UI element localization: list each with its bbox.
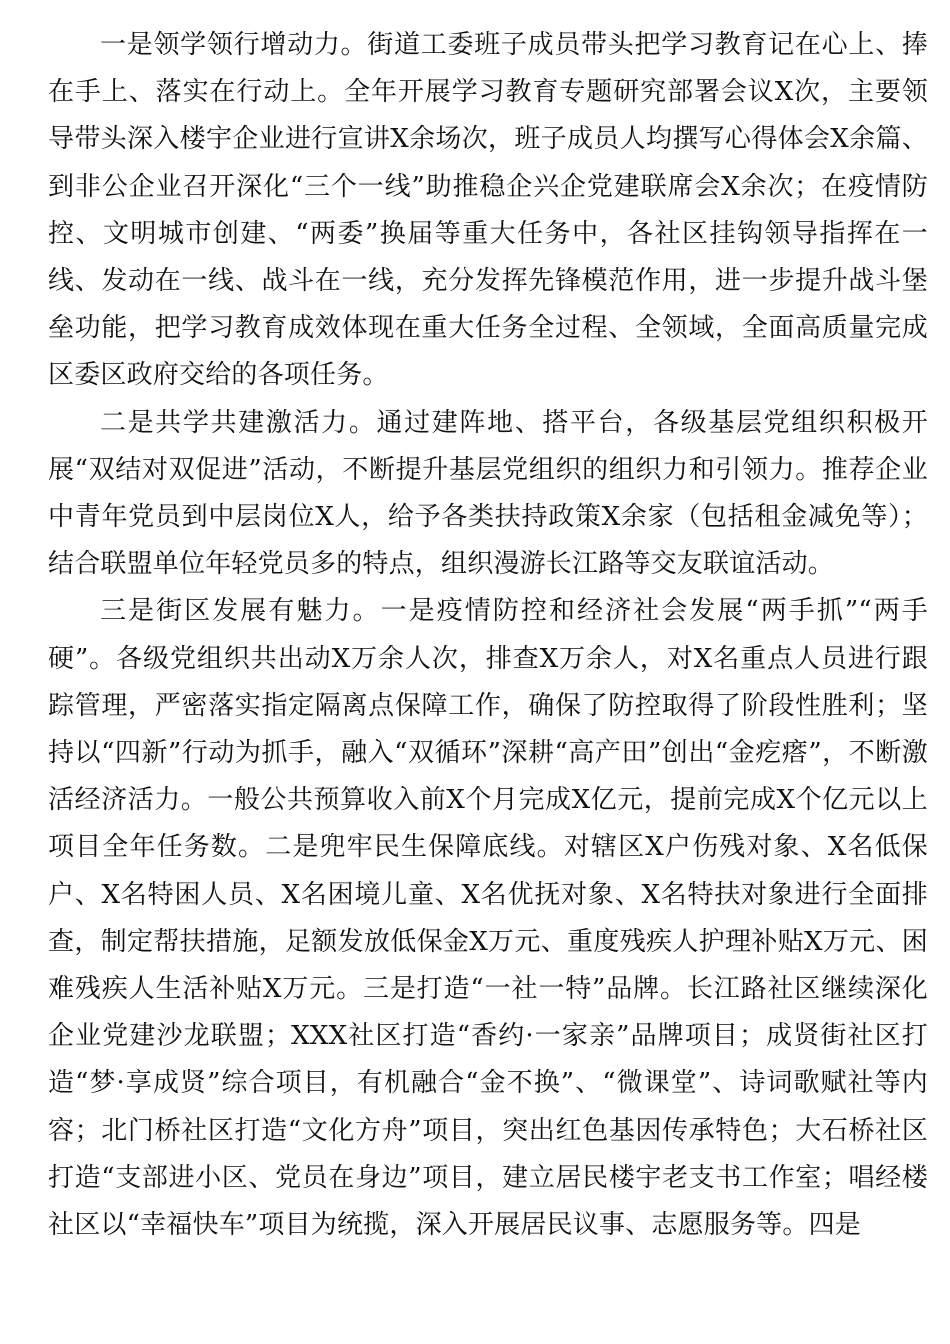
paragraph-leading-by-example: 一是领学领行增动力。街道工委班子成员带头把学习教育记在心上、捧在手上、落实在行动上。全年开展学习教育专题研究部署会议X次，主要领导带头深入楼宇企业进行宣讲X余场次，班子成员人均撰写心得体会X余篇、到非公企业召开深化“三个一线”助推稳企兴企党建联席会X余次；在疫情防控、文明城市创建、“两委”换届等重大任务中，各社区挂钩领导指挥在一线、发动在一线、战斗在一线，充分发挥先锋模范作用，进一步提升战斗堡垒功能，把学习教育成效体现在重大任务全过程、全领域，全面高质量完成区委区政府交给的各项任务。 (48, 30, 928, 391)
paragraph-district-development: 三是街区发展有魅力。一是疫情防控和经济社会发展“两手抓”“两手硬”。各级党组织共出动X万余人次，排查X万余人，对X名重点人员进行跟踪管理，严密落实指定隔离点保障工作，确保了防控取得了阶段性胜利；坚持以“四新”行动为抓手，融入“双循环”深耕“高产田”创出“金疙瘩”，不断激活经济活力。一般公共预算收入前X个月完成X亿元，提前完成X个亿元以上项目全年任务数。二是兜牢民生保障底线。对辖区X户伤残对象、X名低保户、X名特困人员、X名困境儿童、X名优抚对象、X名特扶对象进行全面排查，制定帮扶措施，足额发放低保金X万元、重度残疾人护理补贴X万元、困难残疾人生活补贴X万元。三是打造“一社一特”品牌。长江路社区继续深化企业党建沙龙联盟；XXX社区打造“香约·一家亲”品牌项目；成贤街社区打造“梦·享成贤”综合项目，有机融合“金不换”、“微课堂”、诗词歌赋社等内容；北门桥社区打造“文化方舟”项目，突出红色基因传承特色；大石桥社区打造“支部进小区、党员在身边”项目，建立居民楼宇老支书工作室；唱经楼社区以“幸福快车”项目为统揽，深入开展居民议事、志愿服务等。四是 (48, 596, 928, 1241)
paragraph-joint-study-building: 二是共学共建激活力。通过建阵地、搭平台，各级基层党组织积极开展“双结对双促进”活动，不断提升基层党组织的组织力和引领力。推荐企业中青年党员到中层岗位X人，给予各类扶持政策X余家（包括租金减免等）；结合联盟单位年轻党员多的特点，组织漫游长江路等交友联谊活动。 (48, 407, 928, 580)
document-body (48, 22, 928, 1249)
